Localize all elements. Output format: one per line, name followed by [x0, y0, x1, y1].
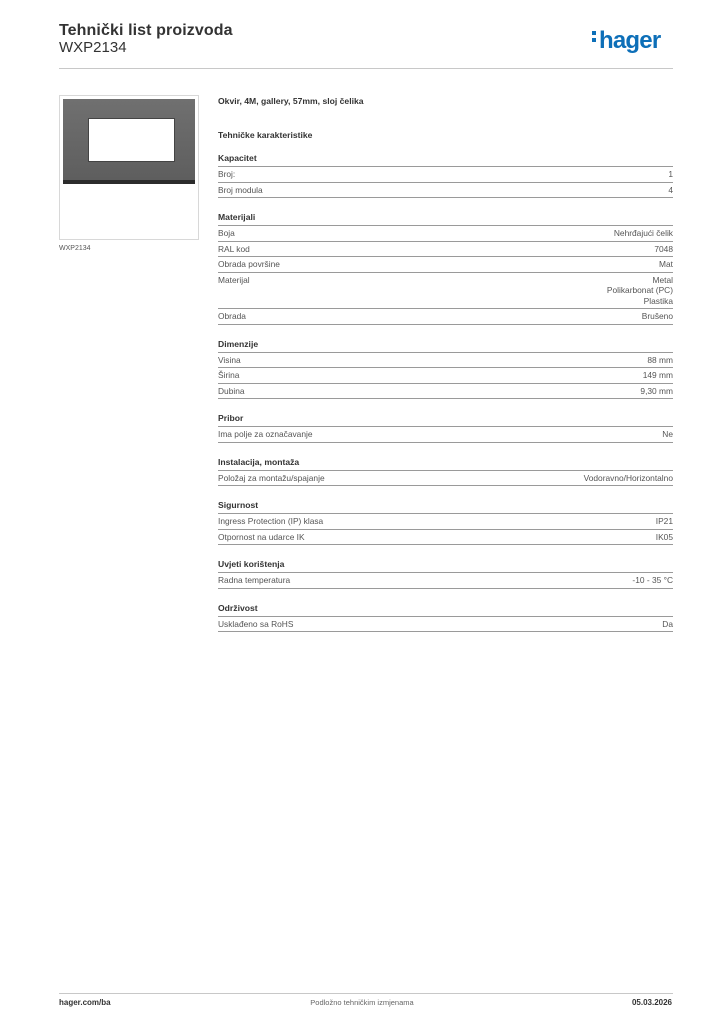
spec-value-line: 4 — [668, 184, 673, 195]
spec-value — [632, 575, 673, 586]
spec-row — [218, 617, 673, 633]
spec-value-line: Plastika — [643, 295, 673, 306]
spec-label: Širina — [218, 370, 240, 380]
spec-label: Obrada — [218, 311, 246, 321]
spec-row — [218, 167, 673, 183]
spec-label: Dubina — [218, 385, 245, 396]
frame-plate-picture — [63, 99, 195, 184]
spec-label: Materijal — [218, 274, 250, 285]
section-title: Uvjeti korištenja — [218, 559, 673, 573]
spec-value-line: 7048 — [654, 243, 673, 254]
spec-row — [218, 242, 673, 258]
spec-value — [659, 259, 673, 270]
spec-value-line: Nehrđajući čelik — [613, 228, 673, 238]
hager-logo — [592, 29, 660, 53]
spec-row — [218, 183, 673, 199]
spec-value-line: Mat — [659, 259, 673, 269]
spec-value-line: 1 — [668, 169, 673, 179]
spec-label: Položaj za montažu/spajanje — [218, 472, 325, 483]
frame-opening — [88, 118, 175, 162]
spec-value — [654, 244, 673, 255]
spec-value — [643, 370, 673, 381]
tech-heading: Tehničke karakteristike — [218, 130, 313, 140]
spec-row — [218, 353, 673, 369]
logo-text: hager — [599, 27, 661, 54]
image-caption: WXP2134 — [59, 245, 91, 252]
spec-value — [647, 355, 673, 366]
spec-row — [218, 427, 673, 443]
spec-value-line: 88 mm — [647, 354, 673, 365]
spec-value-line: Ne — [662, 429, 673, 439]
page-title: Tehnički list proizvoda — [59, 22, 233, 39]
spec-row — [218, 309, 673, 325]
spec-label: Broj modula — [218, 184, 263, 195]
spec-label: Obrada površine — [218, 259, 280, 269]
spec-label: Visina — [218, 354, 241, 365]
spec-row — [218, 273, 673, 310]
spec-row — [218, 514, 673, 530]
spec-value-line: Da — [662, 618, 673, 629]
spec-value — [642, 311, 673, 322]
section-title: Sigurnost — [218, 500, 673, 514]
spec-value — [668, 169, 673, 180]
footer-divider — [59, 993, 673, 994]
section-title: Dimenzije — [218, 339, 673, 353]
product-code: WXP2134 — [59, 39, 127, 56]
spec-value — [662, 429, 673, 440]
spec-value-line: -10 - 35 °C — [632, 575, 673, 585]
spec-sections — [218, 153, 673, 632]
spec-value-line: Brušeno — [641, 311, 673, 321]
spec-value — [656, 532, 673, 543]
spec-value-line: IK05 — [655, 531, 673, 542]
spec-value-line: Vodoravno/Horizontalno — [583, 472, 673, 483]
spec-label: Otpornost na udarce IK — [218, 531, 305, 542]
spec-label: Ima polje za označavanje — [218, 429, 313, 439]
section-title: Materijali — [218, 212, 673, 226]
product-name: Okvir, 4M, gallery, 57mm, sloj čelika — [218, 96, 364, 106]
spec-value — [656, 516, 673, 527]
logo-dots-icon — [592, 28, 597, 45]
spec-label: Boja — [218, 228, 235, 238]
section-title: Kapacitet — [218, 153, 673, 167]
footer-notice: Podložno tehničkim izmjenama — [310, 998, 414, 1007]
spec-row — [218, 384, 673, 400]
section-title: Pribor — [218, 413, 673, 427]
spec-value — [662, 619, 673, 630]
footer-date: 05.03.2026 — [631, 998, 672, 1007]
spec-label: Broj: — [218, 169, 236, 179]
footer-website: hager.com/ba — [59, 998, 111, 1007]
spec-row — [218, 573, 673, 589]
spec-value — [614, 228, 673, 239]
spec-row — [218, 530, 673, 546]
spec-content — [218, 96, 673, 632]
spec-value — [584, 473, 673, 484]
spec-row — [218, 368, 673, 384]
spec-value-line: Metal — [652, 274, 673, 285]
spec-label: Radna temperatura — [218, 575, 291, 585]
spec-label: Usklađeno sa RoHS — [218, 618, 294, 629]
header-divider — [59, 68, 673, 69]
spec-value — [668, 185, 673, 196]
spec-value — [640, 386, 673, 397]
spec-label: Ingress Protection (IP) klasa — [218, 516, 324, 526]
spec-value-line: IP21 — [655, 516, 673, 526]
spec-label: RAL kod — [218, 243, 250, 254]
spec-row — [218, 257, 673, 273]
spec-row — [218, 226, 673, 242]
spec-row — [218, 471, 673, 487]
spec-value-line: 149 mm — [642, 370, 673, 380]
spec-value — [607, 275, 673, 307]
section-title: Održivost — [218, 603, 673, 617]
spec-value-line: Polikarbonat (PC) — [606, 285, 673, 295]
spec-value-line: 9,30 mm — [640, 385, 673, 396]
product-image — [59, 95, 199, 240]
section-title: Instalacija, montaža — [218, 457, 673, 471]
